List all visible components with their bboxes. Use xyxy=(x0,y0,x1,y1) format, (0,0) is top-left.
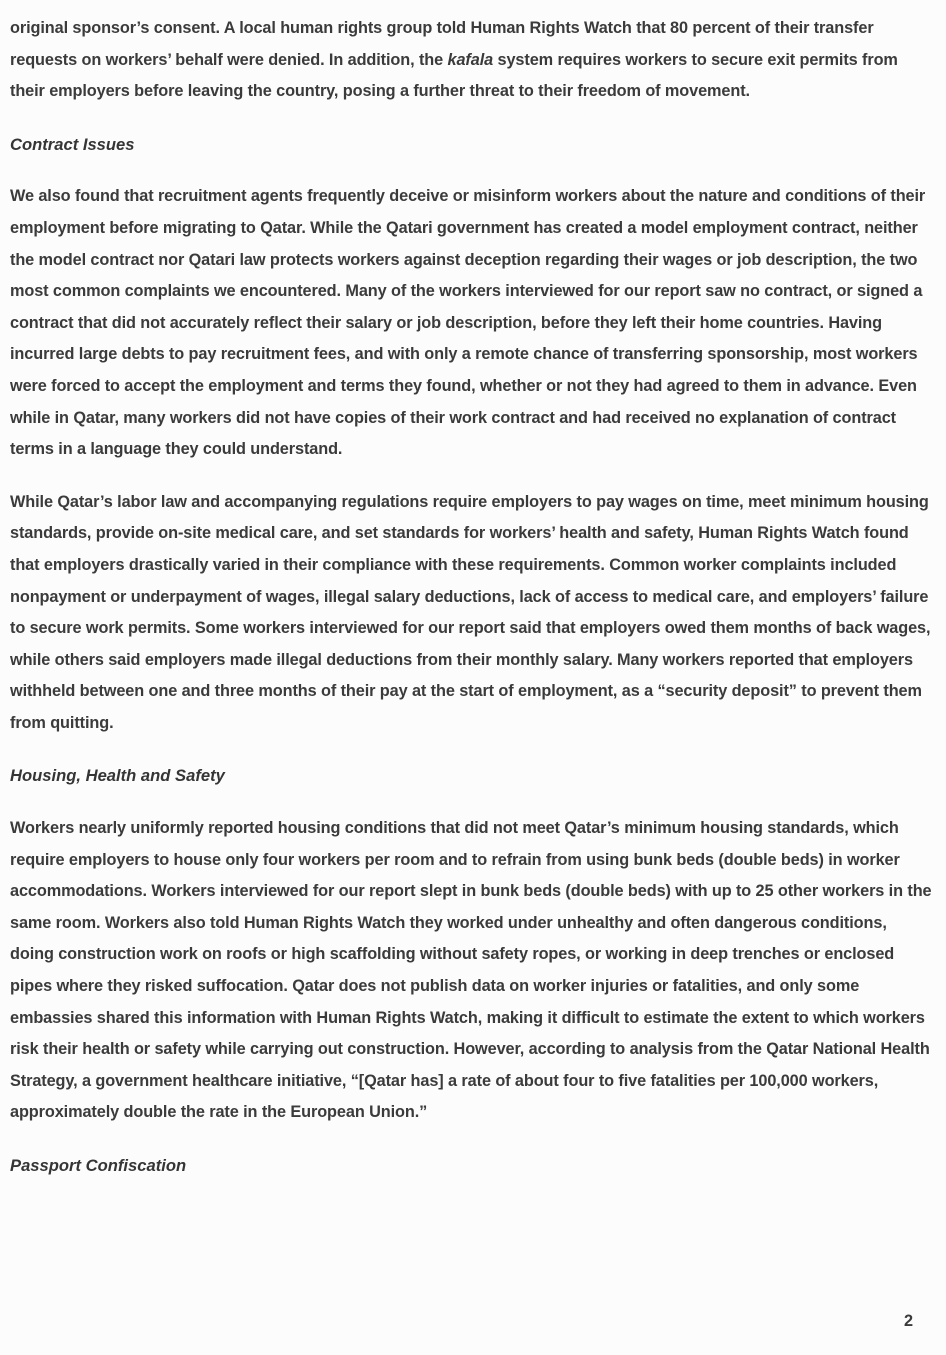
heading-contract-issues: Contract Issues xyxy=(10,134,135,154)
paragraph-contract-issues-2: While Qatar’s labor law and accompanying regulations require employers to pay wages on time, meet minimum housing standards, provide on-site medical care, and set standards for workers’ health and safety, Human Rights Watch found that employers drastically varied in their compliance with these requirements. Common worker complaints included nonpayment or underpayment of wages, illegal salary deductions, lack of access to medical care, and employers’ failure to secure work permits. Some workers interviewed for our report said that employers owed them months of back wages, while others said employers made illegal deductions from their monthly salary. Many workers reported that employers withheld between one and three months of their pay at the start of employment, as a “security deposit” to prevent them from quitting. xyxy=(10,492,931,732)
heading-passport-confiscation: Passport Confiscation xyxy=(10,1156,187,1175)
intro-text-after-italic: system requires workers to secure exit permits from their employers before leaving the country, posing a further threat to their freedom of movement. xyxy=(10,50,898,101)
paragraph-housing-health-safety-1: Workers nearly uniformly reported housing conditions that did not meet Qatar’s minimum housing standards, which require employers to house only four workers per room and to refrain from using bunk beds (double beds) in worker accommodations. Workers interviewed for our report slept in bunk beds (double beds) with up to 25 other workers in the same room. Workers also told Human Rights Watch they worked under unhealthy and often dangerous conditions, doing construction work on roofs or high scaffolding without safety ropes, or working in deep trenches or enclosed pipes where they risked suffocation. Qatar does not publish data on worker injuries or fatalities, and only some embassies shared this information with Human Rights Watch, making it difficult to estimate the extent to which workers risk their health or safety while carrying out construction. However, according to analysis from the Qatar National Health Strategy, a government healthcare initiative, “[Qatar has] a rate of about four to five fatalities per 100,000 workers, approximately double the rate in the European Union.” xyxy=(10,819,932,1122)
page-number: 2 xyxy=(903,1312,913,1330)
kafala-italic-term: kafala xyxy=(447,50,494,69)
paragraph-intro xyxy=(10,13,932,108)
heading-housing-health-safety: Housing, Health and Safety xyxy=(10,766,225,786)
intro-text-before-italic: original sponsor’s consent. A local human rights group told Human Rights Watch that 80 percent of their transfer requests on workers’ behalf were denied. In addition, the xyxy=(10,19,874,69)
paragraph-contract-issues-1: We also found that recruitment agents frequently deceive or misinform workers about the nature and conditions of their employment before migrating to Qatar. While the Qatari government has created a model employment contract, neither the model contract nor Qatari law protects workers against deception regarding their wages or job description, the two most common complaints we encountered. Many of the workers interviewed for our report saw no contract, or signed a contract that did not accurately reflect their salary or job description, before they left their home countries. Having incurred large debts to pay recruitment fees, and with only a remote chance of transferring sponsorship, most workers were forced to accept the employment and terms they found, whether or not they had agreed to them in advance. Even while in Qatar, many workers did not have copies of their work contract and had received no explanation of contract terms in a language they could understand. xyxy=(10,187,926,459)
